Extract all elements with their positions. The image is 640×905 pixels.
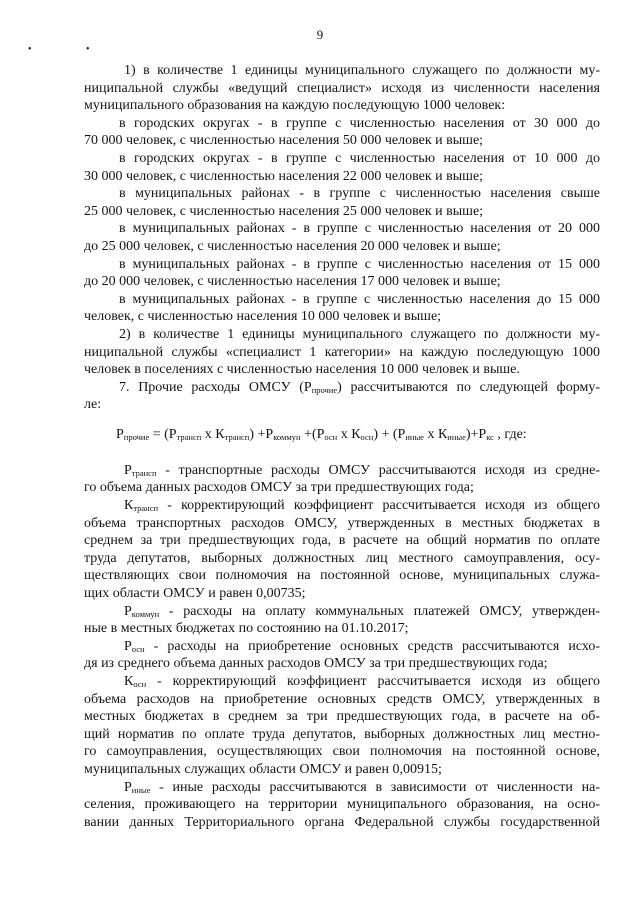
paragraph-line: муниципального образования на каждую последующую 1000 человек:: [84, 98, 506, 114]
paragraph-line: ле:: [84, 397, 102, 413]
definition-line: муниципальных служащих области ОМСУ и равен 0,00915;: [84, 761, 442, 777]
definition-line: го объема данных расходов ОМСУ за три предшествующих года;: [84, 480, 474, 496]
paragraph-line: ниципальной службы «специалист 1 категории» на каждую последующую 1000: [84, 344, 600, 360]
definition-line: щий норматив по оплате труда депутатов, выборных должностных лиц местно-: [84, 726, 600, 742]
definition-line: объема расходов на приобретение основных средств ОМСУ, утвержденных в: [84, 691, 600, 707]
definition-line: ществляющих свои полномочия на постоянной основе, муниципальных служа-: [84, 568, 600, 584]
paragraph-line: в муниципальных районах - в группе с численностью населения от 20 000: [119, 221, 600, 237]
definition-line: местных бюджетах в среднем за три предшествующих года, в расчете на об-: [84, 709, 600, 725]
paragraph-line: человек, с численностью населения 10 000 человек и выше;: [84, 309, 442, 325]
definition-line: ные в местных бюджетах по состоянию на 01.10.2017;: [84, 621, 409, 637]
definition-line: среднем за три предшествующих года, в расчете на общий норматив по оплате: [84, 533, 600, 549]
margin-marks: • •: [28, 44, 116, 55]
definition-line: $К_{осн}$ - корректирующий коэффициент рассчитывается исходя из общего: [124, 674, 600, 689]
definition-line: $Р_{иные}$ - иные расходы рассчитываются в зависимости от численности на-: [124, 779, 600, 795]
paragraph-line: ниципальной службы «ведущий специалист» исходя из численности населения: [84, 80, 600, 96]
paragraph-line: в городских округах - в группе с численностью населения от 10 000 до: [119, 150, 600, 166]
paragraph-line: человек в поселениях с численностью населения 10 000 человек и выше.: [84, 362, 520, 378]
definition-line: дя из среднего объема данных расходов ОМСУ за три предшествующих года;: [84, 656, 548, 672]
paragraph-line: 25 000 человек, с численностью населения 25 000 человек и выше;: [84, 203, 484, 219]
page-number: 9: [316, 27, 324, 42]
paragraph-line: в городских округах - в группе с численностью населения от 30 000 до: [119, 115, 600, 131]
definition-line: объема транспортных расходов ОМСУ, утвержденных в местных бюджетах в: [84, 515, 600, 531]
definition-line: $Р_{коммун}$ - расходы на оплату коммунальных платежей ОМСУ, утвержден-: [124, 603, 600, 619]
paragraph-line: 7. Прочие расходы ОМСУ $(Р_{прочие})$ рассчитываются по следующей форму-: [119, 379, 601, 395]
paragraph-line: до 25 000 человек, с численностью населения 20 000 человек и выше;: [84, 238, 501, 254]
definition-line: $К_{трансп}$ - корректирующий коэффициент рассчитывается исходя из общего: [124, 498, 600, 514]
paragraph-line: 2) в количестве 1 единицы муниципального служащего по должности му-: [119, 326, 600, 342]
paragraph-line: в муниципальных районах - в группе с численностью населения свыше: [119, 186, 600, 202]
document-body: [84, 62, 600, 831]
definition-line: вании данных Территориального органа Федеральной службы государственной: [84, 814, 600, 830]
definition-line: щих области ОМСУ и равен 0,00735;: [84, 586, 306, 602]
definition-line: го самоуправления, осуществляющих свои полномочия на постоянной основе,: [84, 744, 600, 760]
definition-line: $Р_{трансп}$ - транспортные расходы ОМСУ рассчитываются исходя из средне-: [124, 462, 600, 478]
paragraph-line: до 20 000 человек, с численностью населения 17 000 человек и выше;: [84, 274, 501, 290]
paragraph-line: 70 000 человек, с численностью населения 50 000 человек и выше;: [84, 133, 484, 149]
paragraph-line: 30 000 человек, с численностью населения 22 000 человек и выше;: [84, 168, 484, 184]
definition-line: селения, проживающего на территории муниципального образования, на осно-: [84, 797, 600, 813]
definition-line: $Р_{осн}$ - расходы на приобретение основных средств рассчитываются исхо-: [124, 638, 600, 654]
paragraph-line: 1) в количестве 1 единицы муниципального служащего по должности му-: [124, 63, 600, 78]
paragraph-line: в муниципальных районах - в группе с численностью населения до 15 000: [119, 291, 600, 307]
paragraph-line: в муниципальных районах - в группе с численностью населения от 15 000: [119, 256, 600, 272]
definition-line: труда депутатов, выборных должностных лиц местного самоуправления, осу-: [84, 550, 600, 566]
formula: $Р_{прочие} = (Р_{трансп}$ х $К_{трансп}) +Р_{коммун} +(Р_{осн}$ х $К_{осн}) + (Р_{иные}$ х $К_{иные})+Р_{кс}$ , где:: [116, 426, 527, 442]
